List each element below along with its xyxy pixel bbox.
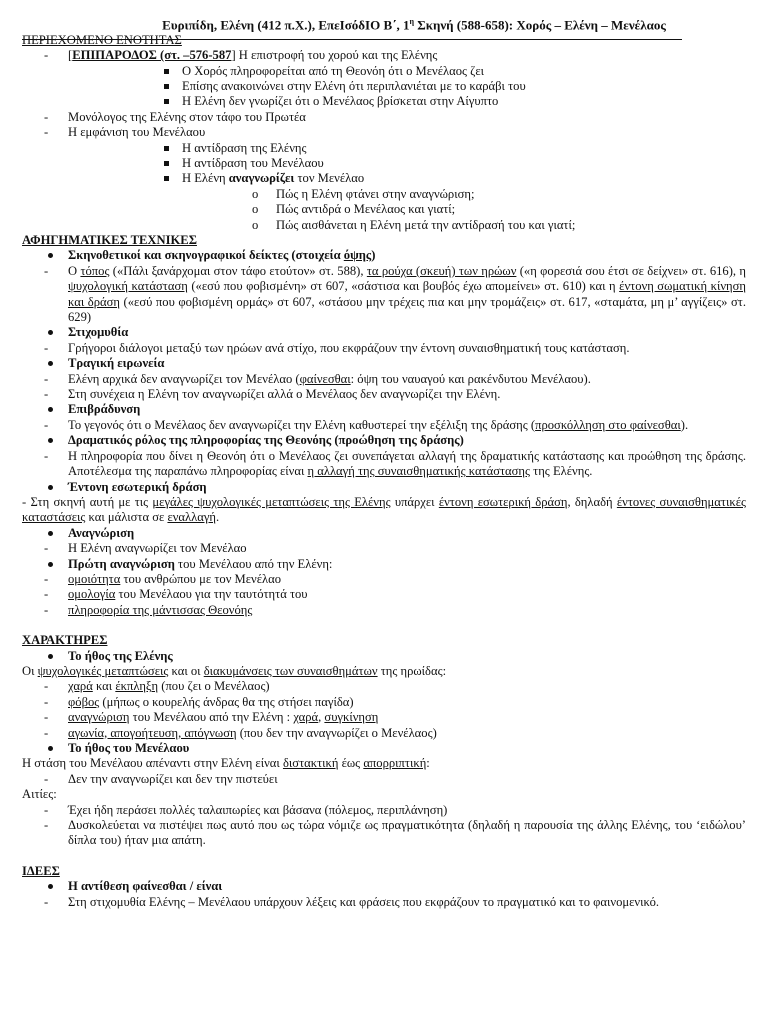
list-item: - Δεν την αναγνωρίζει και δεν την πιστεύει bbox=[44, 771, 278, 786]
list-item: - Γρήγοροι διάλογοι μεταξύ των ηρώων ανά στίχο, που εκφράζουν την έντονη συναισθηματική τους κατάσταση. bbox=[44, 340, 630, 355]
list-item: - αγωνία, απογοήτευση, απόγνωση (που δεν την αναγνωρίζει ο Μενέλαος) bbox=[44, 725, 437, 740]
bullet-heading: Το ήθος του Μενέλαου bbox=[22, 741, 746, 756]
bullet-heading: Έντονη εσωτερική δράση bbox=[22, 480, 746, 495]
list-item: Η Ελένη δεν γνωρίζει ότι ο Μενέλαος βρίσκεται στην Αίγυπτο bbox=[22, 94, 746, 109]
list-item: - Στη συνέχεια η Ελένη τον αναγνωρίζει αλλά ο Μενέλαος δεν αναγνωρίζει την Ελένη. bbox=[44, 387, 501, 402]
list-item: - Μονόλογος της Ελένης στον τάφο του Πρωτέα bbox=[44, 109, 306, 124]
list-item: - αναγνώριση του Μενέλαου από την Ελένη : χαρά, συγκίνηση bbox=[44, 710, 379, 725]
list-item: - Η πληροφορία που δίνει η Θεονόη ότι ο Μενέλαος ζει συνεπάγεται αλλαγή της δραματικής κατάστασης και προώθηση της δράσης. Αποτέλεσμα της παραπάνω πληροφορίας είναι η αλλαγή της συναισθηματικής κατάστασης της Ελένης. bbox=[44, 448, 746, 479]
list-item: Επίσης ανακοινώνει στην Ελένη ότι περιπλανιέται με το καράβι του bbox=[22, 79, 746, 94]
list-item: - Η εμφάνιση του Μενέλαου bbox=[44, 125, 206, 140]
bullet-heading: Στιχομυθία bbox=[22, 325, 746, 340]
paragraph: Αιτίες: bbox=[22, 787, 57, 802]
section-heading-narrative: ΑΦΗΓΗΜΑΤΙΚΕΣ ΤΕΧΝΙΚΕΣ bbox=[22, 233, 197, 248]
bullet-heading: Σκηνοθετικοί και σκηνογραφικοί δείκτες (στοιχεία όψης) bbox=[22, 248, 746, 263]
paragraph: Η στάση του Μενέλαου απέναντι στην Ελένη είναι διστακτική έως απορριπτική: bbox=[22, 756, 430, 771]
list-item: - χαρά και έκπληξη (που ζει ο Μενέλαος) bbox=[44, 679, 270, 694]
list-item: - Δυσκολεύεται να πιστέψει πως αυτό που ως τώρα νόμιζε ως πραγματικότητα (δηλαδή η παρουσία της άλλης Ελένης, του ‘ειδώλου’ δίπλα του) ήταν μια απάτη. bbox=[44, 818, 746, 848]
list-item: - πληροφορία της μάντισσας Θεονόης bbox=[44, 602, 253, 617]
list-item: - Ελένη αρχικά δεν αναγνωρίζει τον Μενέλαο (φαίνεσθαι: όψη του ναυαγού και ρακένδυτου Μενέλαου). bbox=[44, 371, 591, 386]
list-item: Η αντίδραση του Μενέλαου bbox=[22, 156, 746, 171]
bullet-heading: Δραματικός ρόλος της πληροφορίας της Θεονόης (προώθηση της δράσης) bbox=[22, 433, 746, 448]
spacer bbox=[22, 849, 746, 864]
list-item: o Πώς αντιδρά ο Μενέλαος και γιατί; bbox=[252, 202, 456, 217]
list-item: - Η Ελένη αναγνωρίζει τον Μενέλαο bbox=[44, 541, 247, 556]
list-item: - ομολογία του Μενέλαου για την ταυτότητά του bbox=[44, 587, 308, 602]
bullet-heading: Αναγνώριση bbox=[22, 526, 746, 541]
list-item: o Πώς αισθάνεται η Ελένη μετά την αντίδρασή του και γιατί; bbox=[252, 217, 576, 232]
list-item: Η Ελένη αναγνωρίζει τον Μενέλαο bbox=[22, 171, 746, 186]
list-item: - Έχει ήδη περάσει πολλές ταλαιπωρίες και βάσανα (πόλεμος, περιπλάνηση) bbox=[44, 802, 448, 817]
bullet-heading: Το ήθος της Ελένης bbox=[22, 649, 746, 664]
spacer bbox=[22, 618, 746, 633]
paragraph: - Στη σκηνή αυτή με τις μεγάλες ψυχολογικές μεταπτώσεις της Ελένης υπάρχει έντονη εσωτερική δράση, δηλαδή έντονες συναισθηματικές καταστάσεις και μάλιστα σε εναλλαγή. bbox=[22, 494, 746, 525]
list-item: Ο Χορός πληροφορείται από τη Θεονόη ότι ο Μενέλαος ζει bbox=[22, 64, 746, 79]
document-title: Ευριπίδη, Ελένη (412 π.Χ.), ΕπεIσόδIO Β΄, $1^\eta$ Σκηνή (588-658): Χορός – Ελένη – Μενέλαος bbox=[162, 17, 666, 33]
list-item: o Πώς η Ελένη φτάνει στην αναγνώριση; bbox=[252, 186, 475, 201]
paragraph: - Ο τόπος («Πάλι ξανάρχομαι στον τάφο ετούτον» στ. 588), τα ρούχα (σκευή) των ηρώων («η φορεσιά σου έτσι σε δείχνει» στ. 616), η ψυχολογική κατάσταση («εσύ που φοβισμένη» στ 607, «σάστισα και βουβός έχω απομείνει» στ. 610) και η έντονη σωματική κίνηση και δράση («εσύ που φοβισμένη ορμάς» στ 607, «στάσου μην τρέχεις πια και μην τρομάζεις» στ. 617, «σταμάτα, μη μ’ αγγίζεις» στ. 629) bbox=[44, 263, 746, 325]
list-item: - Το γεγονός ότι ο Μενέλαος δεν αναγνωρίζει την Ελένη καθυστερεί την εξέλιξη της δράσης (προσκόλληση στο φαίνεσθαι). bbox=[44, 417, 689, 432]
bullet-heading: Πρώτη αναγνώριση του Μενέλαου από την Ελένη: bbox=[22, 557, 746, 572]
bullet-heading: Τραγική ειρωνεία bbox=[22, 356, 746, 371]
list-item: - ομοιότητα του ανθρώπου με τον Μενέλαο bbox=[44, 571, 282, 586]
list-item: - [ΕΠΙΠΑΡΟΔΟΣ (στ. –576-587] Η επιστροφή του χορού και της Ελένης bbox=[44, 48, 438, 63]
section-heading-ideas: ΙΔΕΕΣ bbox=[22, 863, 60, 878]
list-item: - φόβος (μήπως ο κουρελής άνδρας θα της στήσει παγίδα) bbox=[44, 694, 354, 709]
section-heading-characters: ΧΑΡΑΚΤΗΡΕΣ bbox=[22, 633, 108, 648]
bullet-heading: Η αντίθεση φαίνεσθαι / είναι bbox=[22, 879, 746, 894]
bullet-heading: Επιβράδυνση bbox=[22, 402, 746, 417]
list-item: - Στη στιχομυθία Ελένης – Μενέλαου υπάρχουν λέξεις και φράσεις που εκφράζουν το πραγματικό και το φαινομενικό. bbox=[44, 894, 660, 909]
section-heading-contents: ΠΕΡΙΕΧΟΜΕΝΟ ΕΝΟΤΗΤΑΣ bbox=[22, 32, 182, 47]
list-item: Η αντίδραση της Ελένης bbox=[22, 141, 746, 156]
paragraph: Οι ψυχολογικές μεταπτώσεις και οι διακυμάνσεις των συναισθημάτων της ηρωίδας: bbox=[22, 663, 447, 678]
